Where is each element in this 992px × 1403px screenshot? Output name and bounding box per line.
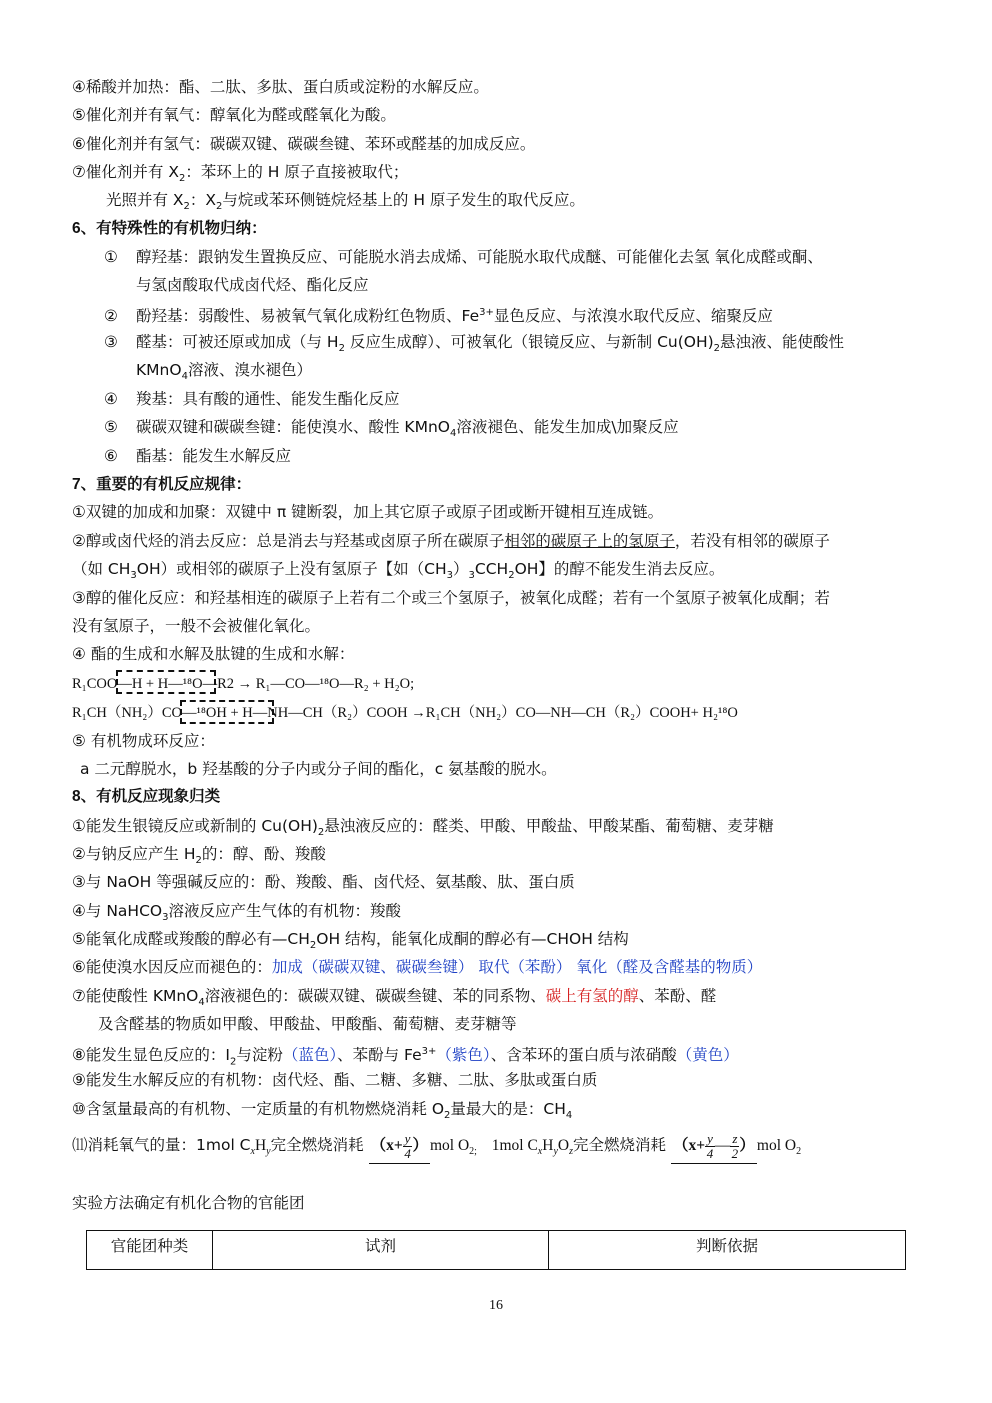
rule-4: ④ 酯的生成和水解及肽键的生成和水解： <box>72 645 355 663</box>
section6-item: ⑤ 碳碳双键和碳碳叁键：能使溴水、酸性 KMnO$_4$溶液褪色、能发生加成\加聚反应 <box>104 418 679 440</box>
dashed-box <box>116 670 216 694</box>
dashed-box <box>180 700 274 724</box>
phenomenon-3: ③与 NaOH 等强碱反应的：酚、羧酸、酯、卤代烃、氨基酸、肽、蛋白质 <box>72 873 575 891</box>
phenomenon-6: ⑥能使溴水因反应而褪色的：加成（碳碳双键、碳碳叁键） 取代（苯酚） 氧化（醛及含醛基的物质） <box>72 958 763 976</box>
functional-group-table <box>86 1230 906 1270</box>
phenomenon-5: ⑤能氧化成醛或羧酸的醇必有$—CH_2OH$ 结构，能氧化成酮的醇必有—CHOH 结构 <box>72 930 629 952</box>
phenomenon-10: ⑩含氢量最高的有机物、一定质量的有机物燃烧消耗 $O_2$量最大的是：$CH_4$ <box>72 1100 573 1122</box>
section6-title: 6、有特殊性的有机物归纳： <box>72 220 267 237</box>
rule-2: ②醇或卤代烃的消去反应：总是消去与羟基或卤原子所在碳原子相邻的碳原子上的氢原子，若没有相邻的碳原子 <box>72 532 830 550</box>
phenomenon-9: ⑨能发生水解反应的有机物：卤代烃、酯、二糖、多糖、二肽、多肽或蛋白质 <box>72 1071 598 1089</box>
phenomenon-7-cont: 及含醛基的物质如甲酸、甲酸盐、甲酸酯、葡萄糖、麦芽糖等 <box>98 1015 517 1033</box>
section6-item: KMnO$_4$溶液、溴水褪色） <box>136 361 312 383</box>
section8-title: 8、有机反应现象归类 <box>72 788 221 805</box>
table-header-cell: 官能团种类 <box>87 1231 213 1270</box>
phenomenon-2: ②与钠反应产生 $H_2$的：醇、酚、羧酸 <box>72 845 326 867</box>
line-4: ④稀酸并加热：酯、二肽、多肽、蛋白质或淀粉的水解反应。 <box>72 78 489 96</box>
page-number: 16 <box>489 1298 503 1313</box>
rule-3: ③醇的催化反应：和羟基相连的碳原子上若有二个或三个氢原子，被氧化成醛；若有一个氢原子被氧化成酮；若 <box>72 589 830 607</box>
phenomenon-7: ⑦能使酸性 KMnO$_4$溶液褪色的：碳碳双键、碳碳叁键、苯的同系物、碳上有氢的醇、苯酚、醛 <box>72 987 717 1009</box>
peptide-equation: R₁CH（NH₂）CO—¹⁸OH + H—NH—CH（R₂）COOH →R₁CH（NH₂）CO—NH—CH（R₂）COOH+ H₂¹⁸O <box>72 705 738 721</box>
line-7b: 光照并有 $X_2$：$X_2$与烷或苯环侧链烷烃基上的 H 原子发生的取代反应。 <box>106 191 585 213</box>
phenomenon-8: ⑧能发生显色反应的：$I_2$与淀粉（蓝色）、苯酚与 $Fe^{3+}$（紫色）、含苯环的蛋白质与浓硝酸（黄色） <box>72 1046 739 1068</box>
section6-item: ⑥ 酯基：能发生水解反应 <box>104 447 292 465</box>
rule-2-cont: （如 $CH_3OH$）或相邻的碳原子上没有氢原子【如$(CH_3)_3CCH_2OH$】的醇不能发生消去反应。 <box>72 560 725 582</box>
rule-5-items: a 二元醇脱水，b 羟基酸的分子内或分子间的酯化，c 氨基酸的脱水。 <box>80 760 557 778</box>
line-6: ⑥催化剂并有氢气：碳碳双键、碳碳叁键、苯环或醛基的加成反应。 <box>72 135 536 153</box>
line-5: ⑤催化剂并有氧气：醇氧化为醛或醛氧化为酸。 <box>72 106 396 124</box>
section6-item: ① 醇羟基：跟钠发生置换反应、可能脱水消去成烯、可能脱水取代成醚、可能催化去氢 氧化成醛或酮、 <box>104 248 823 266</box>
table-header-cell: 判断依据 <box>549 1231 906 1270</box>
line-7a: ⑦催化剂并有 $X_2$：苯环上的 H 原子直接被取代； <box>72 163 409 185</box>
section6-item: ② 酚羟基：弱酸性、易被氧气氧化成粉红色物质、$Fe^{3+}$显色反应、与浓溴水取代反应、缩聚反应 <box>104 307 773 326</box>
phenomenon-11: ⑾消耗氧气的量：1mol $C_xH_y$完全燃烧消耗 （x+ $\frac{y}{4}$ ） mol $O_{2;}$ 1mol $C_xH_yO_z$完全燃烧消耗 （x+ $\frac{y}{4}$ — $\frac{z}{2}$ ） mol $O_2$ <box>72 1128 801 1169</box>
section6-item: 与氢卤酸取代成卤代烃、酯化反应 <box>136 276 369 294</box>
table-header-cell: 试剂 <box>213 1231 549 1270</box>
rule-3-cont: 没有氢原子，一般不会被催化氧化。 <box>72 617 321 635</box>
ester-equation: R₁COO—H + H—¹⁸O—R2 → R₁—CO—¹⁸O—R₂ + H₂O; <box>72 676 415 692</box>
rule-5: ⑤ 有机物成环反应： <box>72 732 215 750</box>
rule-1: ①双键的加成和加聚：双键中 π 键断裂，加上其它原子或原子团或断开键相互连成链。 <box>72 503 664 521</box>
table-header-row <box>87 1231 906 1270</box>
experiment-title: 实验方法确定有机化合物的官能团 <box>72 1194 305 1212</box>
section6-item: ④ 羧基：具有酸的通性、能发生酯化反应 <box>104 390 400 408</box>
section7-title: 7、重要的有机反应规律： <box>72 476 252 493</box>
section6-item: ③ 醛基：可被还原或加成（与 $H_2$ 反应生成醇）、可被氧化（银镜反应、与新制 $Cu(OH)_2$悬浊液、能使酸性 <box>104 333 845 355</box>
phenomenon-1: ①能发生银镜反应或新制的 $Cu(OH)_2$悬浊液反应的：醛类、甲酸、甲酸盐、甲酸某酯、葡萄糖、麦芽糖 <box>72 817 774 839</box>
phenomenon-4: ④与 NaHCO$_3$溶液反应产生气体的有机物：羧酸 <box>72 902 401 924</box>
